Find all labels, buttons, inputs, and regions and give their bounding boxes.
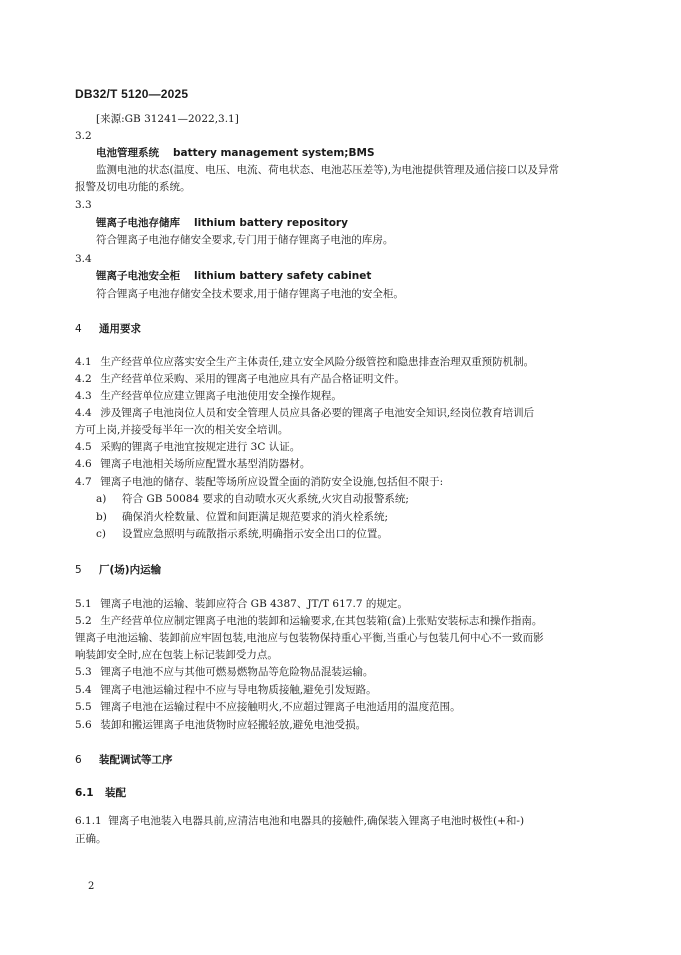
term-zh: 锂离子电池存储库 — [96, 217, 180, 229]
section-number: 4 — [75, 323, 82, 335]
section-title: 厂(场)内运输 — [99, 564, 162, 576]
list-item — [96, 510, 388, 525]
list-item-letter: c) — [96, 528, 106, 540]
clause — [75, 457, 310, 472]
clause-text: 锂离子电池相关场所应配置水基型消防器材。 — [100, 458, 311, 470]
list-item — [96, 492, 409, 507]
clause — [75, 406, 534, 421]
clause-text: 生产经营单位应建立锂离子电池使用安全操作规程。 — [100, 390, 342, 402]
term-zh: 锂离子电池安全柜 — [96, 270, 180, 282]
list-item-text: 确保消火栓数量、位置和间距满足规范要求的消火栓系统; — [122, 511, 389, 523]
clause-text: 生产经营单位采购、采用的锂离子电池应具有产品合格证明文件。 — [100, 373, 405, 385]
clause — [75, 665, 373, 680]
clause-number: 4.5 — [75, 441, 92, 453]
source-note: [来源:GB 31241—2022,3.1] — [96, 113, 239, 125]
clause-number: 4.6 — [75, 458, 92, 470]
clause-text: 装卸和搬运锂离子电池货物时应轻搬轻放,避免电池受损。 — [100, 719, 367, 731]
clause-number: 6.1.1 — [75, 815, 102, 827]
clause — [75, 614, 542, 629]
clause — [75, 440, 300, 455]
list-item — [96, 527, 388, 542]
list-item-letter: a) — [96, 493, 107, 505]
clause-continuation: 正确。 — [75, 833, 107, 845]
clause — [75, 372, 405, 387]
term-heading — [96, 216, 348, 231]
clause-text: 锂离子电池的储存、装配等场所应设置全面的消防安全设施,包括但不限于: — [100, 476, 444, 488]
clause-number: 5.3 — [75, 666, 92, 678]
section-title: 通用要求 — [99, 323, 141, 335]
subsection-heading — [75, 786, 126, 801]
term-number: 3.4 — [75, 253, 92, 265]
clause-number: 5.5 — [75, 701, 92, 713]
clause-text: 锂离子电池装入电器具前,应清洁电池和电器具的接触件,确保装入锂离子电池时极性(+和-) — [108, 815, 525, 827]
term-number: 3.2 — [75, 130, 92, 142]
clause-number: 5.4 — [75, 684, 92, 696]
section-number: 6 — [75, 754, 82, 766]
clause — [75, 597, 408, 612]
clause — [75, 814, 524, 829]
document-header-id: DB32/T 5120—2025 — [75, 87, 189, 101]
term-definition: 监测电池的状态(温度、电压、电流、荷电状态、电池芯压差等),为电池提供管理及通信接口以及异常 — [96, 164, 560, 176]
section-title: 装配调试等工序 — [99, 754, 173, 766]
clause-number: 5.2 — [75, 615, 92, 627]
term-heading — [96, 269, 371, 284]
list-item-text: 设置应急照明与疏散指示系统,明确指示安全出口的位置。 — [122, 528, 388, 540]
clause-continuation: 方可上岗,并接受每半年一次的相关安全培训。 — [75, 424, 289, 436]
term-definition: 符合锂离子电池存储安全要求,专门用于储存锂离子电池的库房。 — [96, 234, 394, 246]
clause-text: 锂离子电池在运输过程中不应接触明火,不应超过锂离子电池适用的温度范围。 — [100, 701, 461, 713]
section-heading — [75, 563, 161, 578]
clause-continuation: 响装卸安全时,应在包装上标记装卸受力点。 — [75, 649, 278, 661]
clause-text: 涉及锂离子电池岗位人员和安全管理人员应具备必要的锂离子电池安全知识,经岗位教育培训后 — [100, 407, 535, 419]
clause — [75, 683, 377, 698]
page-number: 2 — [88, 881, 95, 892]
clause-text: 采购的锂离子电池宜按规定进行 3C 认证。 — [100, 441, 301, 453]
subsection-title: 装配 — [105, 787, 126, 799]
term-en: lithium battery repository — [194, 217, 348, 229]
clause — [75, 355, 534, 370]
clause-number: 4.4 — [75, 407, 92, 419]
clause-number: 4.3 — [75, 390, 92, 402]
clause-number: 4.1 — [75, 356, 92, 368]
clause-number: 5.1 — [75, 598, 92, 610]
clause-number: 5.6 — [75, 719, 92, 731]
clause — [75, 700, 461, 715]
list-item-letter: b) — [96, 511, 107, 523]
term-en: lithium battery safety cabinet — [194, 270, 372, 282]
clause-text: 锂离子电池不应与其他可燃易燃物品等危险物品混装运输。 — [100, 666, 374, 678]
term-zh: 电池管理系统 — [96, 147, 159, 159]
clause-text: 锂离子电池运输过程中不应与导电物质接触,避免引发短路。 — [100, 684, 377, 696]
clause-text: 生产经营单位应落实安全生产主体责任,建立安全风险分级管控和隐患排查治理双重预防机制。 — [100, 356, 535, 368]
term-definition-cont: 报警及切电功能的系统。 — [75, 181, 191, 193]
clause-text: 生产经营单位应制定锂离子电池的装卸和运输要求,在其包装箱(盒)上张贴安装标志和操作指南。 — [100, 615, 543, 627]
clause-number: 4.2 — [75, 373, 92, 385]
subsection-number: 6.1 — [75, 787, 94, 799]
list-item-text: 符合 GB 50084 要求的自动喷水灭火系统,火灾自动报警系统; — [122, 493, 409, 505]
clause-text: 锂离子电池的运输、装卸应符合 GB 4387、JT/T 617.7 的规定。 — [100, 598, 408, 610]
clause — [75, 475, 443, 490]
section-heading — [75, 753, 173, 768]
section-number: 5 — [75, 564, 82, 576]
clause-continuation: 锂离子电池运输、装卸前应牢固包装,电池应与包装物保持重心平衡,当重心与包装几何中心不一致而影 — [75, 632, 544, 644]
clause — [75, 718, 366, 733]
term-number: 3.3 — [75, 199, 92, 211]
term-heading — [96, 146, 375, 161]
clause-number: 4.7 — [75, 476, 92, 488]
clause — [75, 389, 342, 404]
term-definition: 符合锂离子电池存储安全技术要求,用于储存锂离子电池的安全柜。 — [96, 288, 404, 300]
section-heading — [75, 322, 141, 337]
term-en: battery management system;BMS — [173, 147, 375, 159]
